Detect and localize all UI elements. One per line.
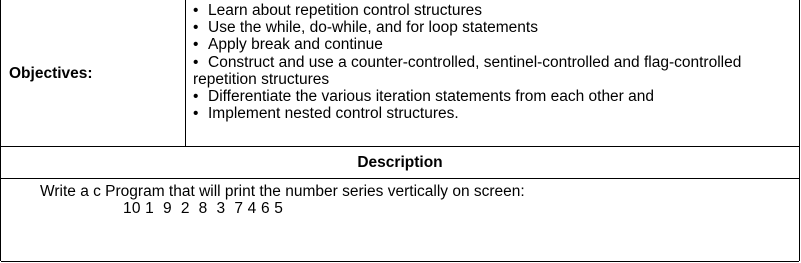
bullet-icon: • [193,19,199,37]
objective-text: Construct and use a counter-controlled, sentinel-controlled and flag-controlled repetition structures [193,53,742,88]
objectives-list [193,2,793,122]
objective-item [193,36,793,53]
description-title: Description [357,154,443,171]
objective-item [193,54,793,88]
objective-item [193,105,793,122]
objective-text: Apply break and continue [208,36,383,54]
bullet-icon: • [193,2,199,19]
objective-item [193,88,793,105]
bullet-icon: • [193,53,199,71]
objectives-list-cell [186,0,798,146]
bullet-icon: • [193,88,199,106]
task-instruction: Write a c Program that will print the number series vertically on screen: [40,183,525,200]
objective-text: Differentiate the various iteration statements from each other and [208,88,655,106]
bullet-icon: • [193,36,199,54]
objectives-label-cell [1,0,186,146]
objective-text: Implement nested control structures. [208,105,459,123]
objective-text: Learn about repetition control structures [208,2,482,19]
description-header-row [1,147,799,179]
objective-item [193,2,793,19]
number-series: 10 1 9 2 8 3 7 4 6 5 [123,200,284,217]
objectives-row [1,0,799,147]
objective-text: Use the while, do-while, and for loop statements [208,19,538,37]
objectives-label: Objectives: [9,65,93,82]
bullet-icon: • [193,105,199,123]
objective-item [193,19,793,36]
description-body-row [1,179,799,262]
